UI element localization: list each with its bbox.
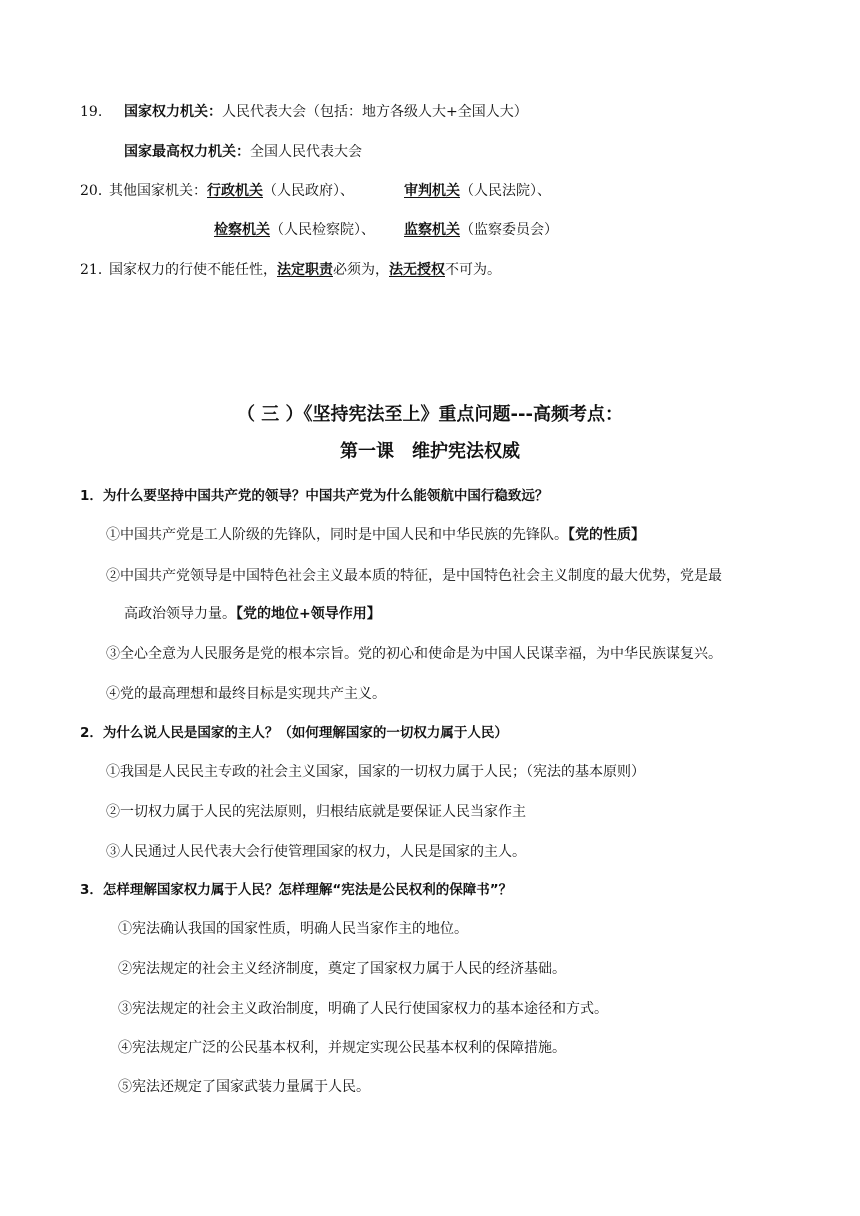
item-text: 必须为，	[333, 262, 389, 278]
key-term: 行政机关	[207, 183, 263, 199]
key-term: 审判机关	[404, 183, 460, 199]
key-term: 法无授权	[389, 262, 445, 278]
item-text: 全国人民代表大会	[250, 144, 362, 160]
key-term: 监察机关	[404, 222, 460, 238]
question-2-heading: 2．为什么说人民是国家的主人？（如何理解国家的一切权力属于人民）	[80, 725, 508, 741]
item-20-line-1	[80, 181, 354, 201]
answer-tag: 【党的地位+领导作用】	[236, 606, 381, 622]
item-text: （人民检察院）、	[270, 222, 375, 238]
item-number: 21．	[80, 262, 112, 278]
key-term: 检察机关	[214, 222, 270, 238]
item-text: 其他国家机关：	[109, 183, 207, 199]
answer-2-1: ①我国是人民民主专政的社会主义国家，国家的一切权力属于人民；（宪法的基本原则）	[106, 764, 645, 780]
answer-3-2: ②宪法规定的社会主义经济制度，奠定了国家权力属于人民的经济基础。	[118, 961, 566, 977]
answer-text: ①中国共产党是工人阶级的先锋队，同时是中国人民和中华民族的先锋队。	[106, 527, 568, 543]
section-title: （ 三 ）《坚持宪法至上》重点问题---高频考点：	[237, 404, 623, 425]
answer-text: 高政治领导力量。	[124, 606, 236, 622]
item-text: 不可为。	[445, 262, 501, 278]
answer-3-1: ①宪法确认我国的国家性质，明确人民当家作主的地位。	[118, 921, 468, 937]
answer-3-3: ③宪法规定的社会主义政治制度，明确了人民行使国家权力的基本途径和方式。	[118, 1001, 608, 1017]
item-20-line-2b	[404, 220, 558, 240]
item-text: （人民法院）、	[460, 183, 551, 199]
item-number: 19.	[80, 104, 103, 120]
item-20-line-1b	[404, 181, 551, 201]
question-3-heading: 3．怎样理解国家权力属于人民？怎样理解“宪法是公民权利的保障书”？	[80, 882, 513, 898]
answer-1-1	[106, 525, 645, 545]
answer-3-4: ④宪法规定广泛的公民基本权利，并规定实现公民基本权利的保障措施。	[118, 1040, 566, 1056]
answer-2-2: ②一切权力属于人民的宪法原则，归根结底就是要保证人民当家作主	[106, 804, 526, 820]
section-subtitle: 第一课 维护宪法权威	[340, 441, 520, 462]
item-19-line-1	[80, 102, 528, 122]
item-number: 20．	[80, 183, 112, 199]
item-20-line-2	[214, 220, 375, 240]
answer-1-3: ③全心全意为人民服务是党的根本宗旨。党的初心和使命是为中国人民谋幸福，为中华民族谋复兴。	[106, 646, 722, 662]
item-text: 人民代表大会（包括：地方各级人大+全国人大）	[222, 104, 528, 120]
key-term: 国家最高权力机关：	[124, 144, 250, 160]
answer-3-5: ⑤宪法还规定了国家武装力量属于人民。	[118, 1079, 370, 1095]
answer-tag: 【党的性质】	[568, 527, 645, 543]
answer-1-2-cont	[124, 604, 381, 624]
answer-2-3: ③人民通过人民代表大会行使管理国家的权力，人民是国家的主人。	[106, 844, 526, 860]
answer-1-4: ④党的最高理想和最终目标是实现共产主义。	[106, 686, 386, 702]
item-21-line	[80, 260, 501, 280]
item-text: 国家权力的行使不能任性，	[109, 262, 277, 278]
item-19-line-2	[124, 142, 362, 162]
question-1-heading: 1．为什么要坚持中国共产党的领导？中国共产党为什么能领航中国行稳致远？	[80, 488, 549, 504]
item-text: （人民政府）、	[263, 183, 354, 199]
answer-1-2: ②中国共产党领导是中国特色社会主义最本质的特征，是中国特色社会主义制度的最大优势，党是最	[106, 568, 722, 584]
item-text: （监察委员会）	[460, 222, 558, 238]
key-term: 国家权力机关：	[124, 104, 222, 120]
key-term: 法定职责	[277, 262, 333, 278]
